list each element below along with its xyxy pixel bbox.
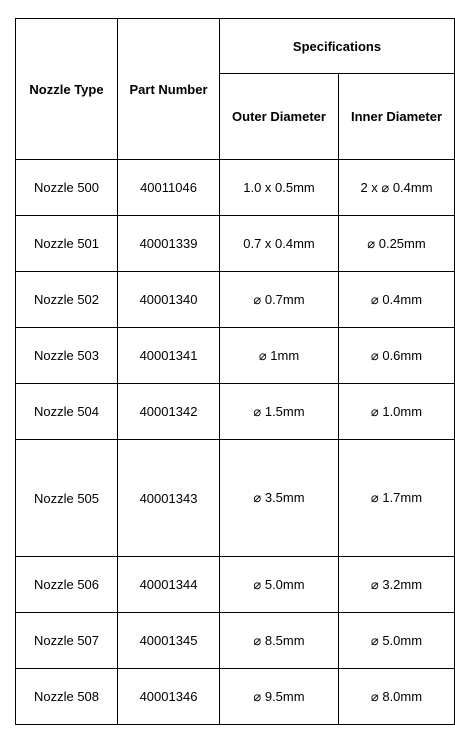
nozzle-type-cell: Nozzle 500 bbox=[16, 160, 118, 216]
inner-diameter-cell: ⌀ 1.0mm bbox=[339, 384, 455, 440]
outer-diameter-cell: ⌀ 1mm bbox=[220, 328, 339, 384]
part-number-cell: 40001343 bbox=[118, 440, 220, 557]
outer-diameter-cell: ⌀ 9.5mm bbox=[220, 669, 339, 725]
inner-diameter-cell: ⌀ 0.6mm bbox=[339, 328, 455, 384]
part-number-cell: 40001340 bbox=[118, 272, 220, 328]
table-row bbox=[16, 557, 455, 613]
table-row bbox=[16, 613, 455, 669]
part-number-cell: 40001339 bbox=[118, 216, 220, 272]
inner-diameter-cell: ⌀ 1.7mm bbox=[339, 440, 455, 557]
table-row bbox=[16, 160, 455, 216]
outer-diameter-cell: ⌀ 1.5mm bbox=[220, 384, 339, 440]
nozzle-type-cell: Nozzle 507 bbox=[16, 613, 118, 669]
header-inner-diameter: Inner Diameter bbox=[339, 74, 455, 160]
part-number-cell: 40001346 bbox=[118, 669, 220, 725]
outer-diameter-cell: 1.0 x 0.5mm bbox=[220, 160, 339, 216]
header-nozzle-type: Nozzle Type bbox=[16, 19, 118, 160]
outer-diameter-cell: 0.7 x 0.4mm bbox=[220, 216, 339, 272]
part-number-cell: 40011046 bbox=[118, 160, 220, 216]
part-number-cell: 40001341 bbox=[118, 328, 220, 384]
nozzle-type-cell: Nozzle 505 bbox=[16, 440, 118, 557]
outer-diameter-cell: ⌀ 0.7mm bbox=[220, 272, 339, 328]
nozzle-type-cell: Nozzle 503 bbox=[16, 328, 118, 384]
outer-diameter-cell: ⌀ 8.5mm bbox=[220, 613, 339, 669]
inner-diameter-cell: 2 x ⌀ 0.4mm bbox=[339, 160, 455, 216]
header-specifications: Specifications bbox=[220, 19, 455, 74]
inner-diameter-cell: ⌀ 0.25mm bbox=[339, 216, 455, 272]
table-row bbox=[16, 216, 455, 272]
part-number-cell: 40001345 bbox=[118, 613, 220, 669]
inner-diameter-cell: ⌀ 0.4mm bbox=[339, 272, 455, 328]
nozzle-type-cell: Nozzle 508 bbox=[16, 669, 118, 725]
nozzle-type-cell: Nozzle 504 bbox=[16, 384, 118, 440]
nozzle-spec-table bbox=[15, 18, 455, 725]
table-row bbox=[16, 669, 455, 725]
table-row bbox=[16, 440, 455, 557]
nozzle-type-cell: Nozzle 501 bbox=[16, 216, 118, 272]
header-part-number: Part Number bbox=[118, 19, 220, 160]
table-row bbox=[16, 384, 455, 440]
inner-diameter-cell: ⌀ 8.0mm bbox=[339, 669, 455, 725]
part-number-cell: 40001342 bbox=[118, 384, 220, 440]
nozzle-type-cell: Nozzle 502 bbox=[16, 272, 118, 328]
part-number-cell: 40001344 bbox=[118, 557, 220, 613]
inner-diameter-cell: ⌀ 5.0mm bbox=[339, 613, 455, 669]
header-outer-diameter: Outer Diameter bbox=[220, 74, 339, 160]
table-row bbox=[16, 272, 455, 328]
inner-diameter-cell: ⌀ 3.2mm bbox=[339, 557, 455, 613]
outer-diameter-cell: ⌀ 5.0mm bbox=[220, 557, 339, 613]
outer-diameter-cell: ⌀ 3.5mm bbox=[220, 440, 339, 557]
nozzle-type-cell: Nozzle 506 bbox=[16, 557, 118, 613]
table-row bbox=[16, 328, 455, 384]
